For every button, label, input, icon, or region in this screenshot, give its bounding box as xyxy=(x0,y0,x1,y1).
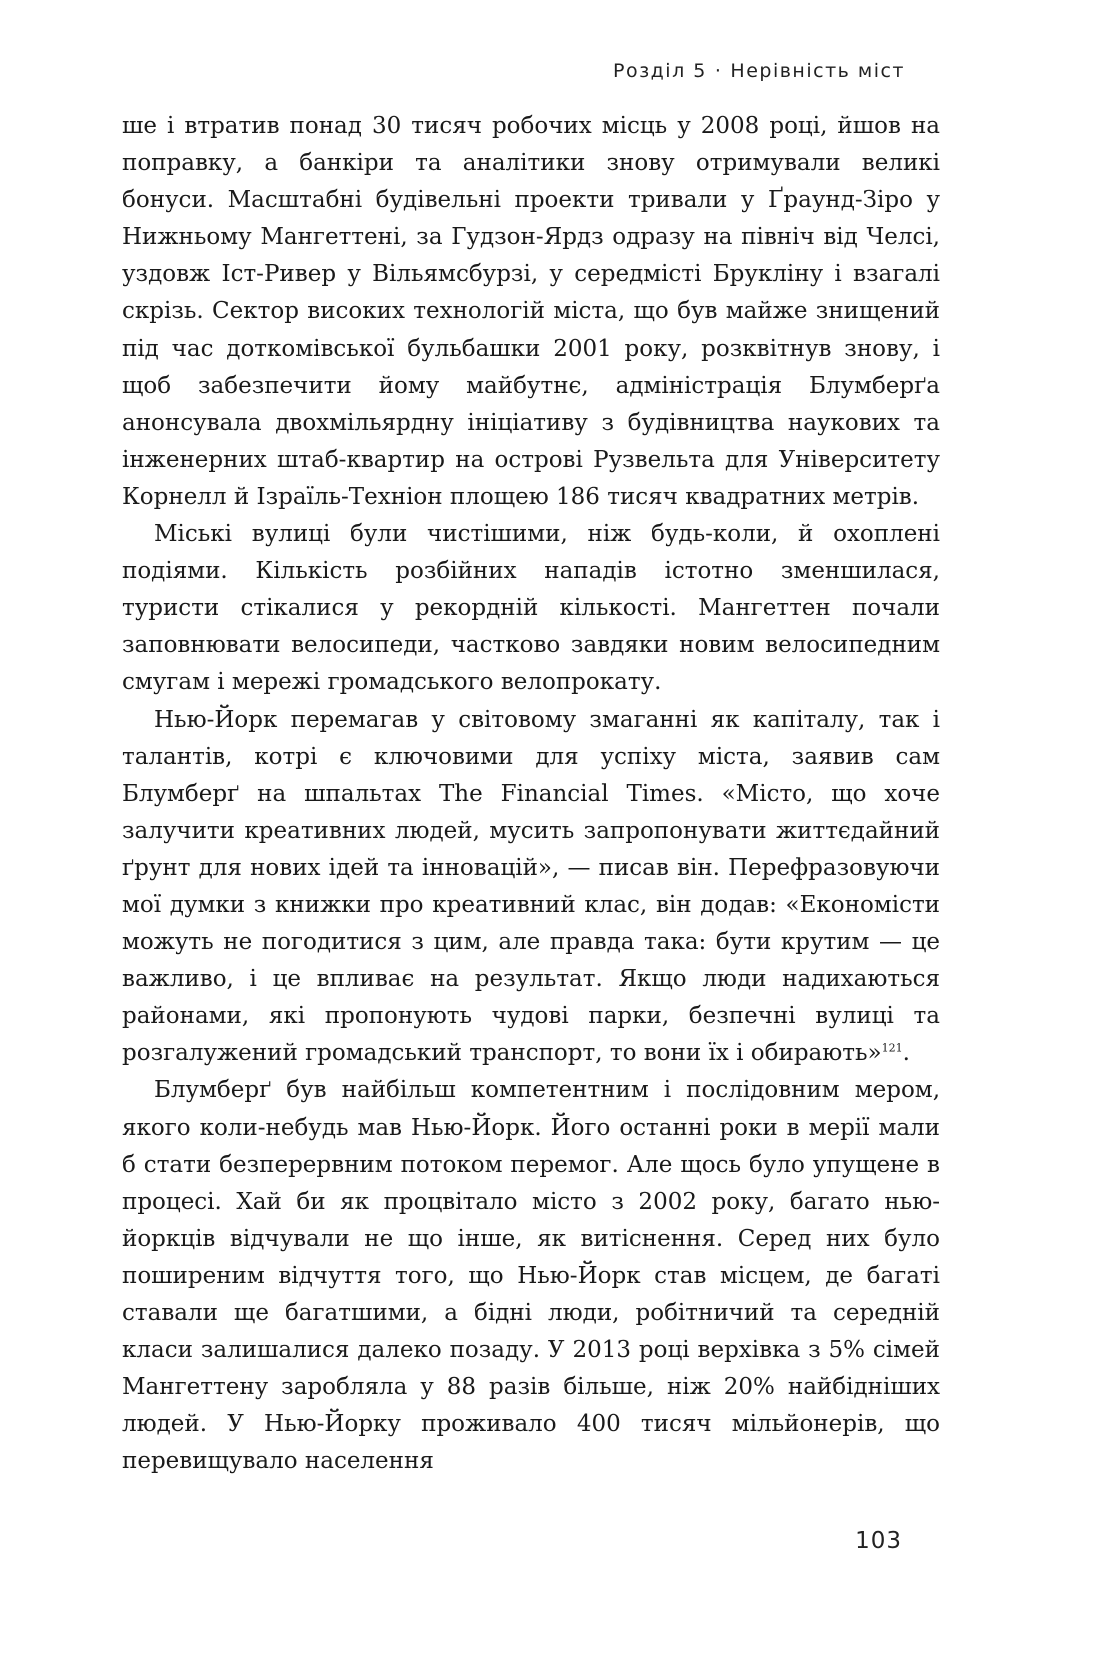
chapter-title: Нерівність міст xyxy=(730,60,905,82)
paragraph-quote-text: Нью-Йорк перемагав у світовому змаганні як капіталу, так і талантів, котрі є ключовими для успіху міста, заявив сам Блумберґ на шпальтах The Financial Times. «Місто, що хоче залучити креативних людей, мусить запропонувати життєдайний ґрунт для нових ідей та інновацій», — писав він. Перефразовуючи мої думки з книжки про креативний клас, він додав: «Економісти можуть не погодитися з цим, але правда така: бути крутим — це важливо, і це впливає на результат. Якщо люди надихаються районами, які пропонують чудові парки, безпечні вулиці та розгалужений громадський транспорт, то вони їх і обирають» xyxy=(122,706,940,1067)
header-separator: · xyxy=(714,60,723,82)
paragraph-continuation: ше і втратив понад 30 тисяч робочих місць у 2008 році, йшов на поправку, а банкіри та аналітики знову отримували великі бонуси. Масштабні будівельні проекти тривали у Ґраунд-Зіро у Нижньому Мангеттені, за Гудзон-Ярдз одразу на північ від Челсі, уздовж Іст-Ривер у Вільямсбурзі, у середмісті Брукліну і взагалі скрізь. Сектор високих технологій міста, що був майже знищений під час доткомівської бульбашки 2001 року, розквітнув знову, і щоб забезпечити йому майбутнє, адміністрація Блумберґа анонсувала двохмільярдну ініціативу з будівництва наукових та інженерних штаб-квартир на острові Рузвельта для Університету Корнелл й Ізраїль-Техніон площею 186 тисяч квадратних метрів. xyxy=(122,113,940,510)
paragraph-streets: Міські вулиці були чистішими, ніж будь-коли, й охоплені подіями. Кількість розбійних нападів істотно зменшилася, туристи стікалися у рекордній кількості. Мангеттен почали заповнювати велосипеди, частково завдяки новим велосипедним смугам і мережі громадського велопрокату. xyxy=(122,521,940,696)
body-text xyxy=(122,108,940,1480)
chapter-label: Розділ 5 xyxy=(612,60,707,82)
running-header xyxy=(613,60,905,82)
paragraph-inequality: Блумберґ був найбільш компетентним і послідовним мером, якого коли-небудь мав Нью-Йорк. Його останні роки в мерії мали б стати безперервним потоком перемог. Але щось було упущене в процесі. Хай би як процвітало місто з 2002 року, багато нью-йоркців відчували не що інше, як витіснення. Серед них було поширеним відчуття того, що Нью-Йорк став місцем, де багаті ставали ще багатшими, а бідні люди, робітничий та середній класи залишалися далеко позаду. У 2013 році верхівка з 5% сімей Мангеттену заробляла у 88 разів більше, ніж 20% найбідніших людей. У Нью-Йорку проживало 400 тисяч мільйонерів, що перевищувало населення xyxy=(122,1077,940,1475)
paragraph-bloomberg-quote xyxy=(122,702,940,1073)
paragraph-quote-tail: . xyxy=(902,1040,910,1067)
page-number: 103 xyxy=(855,1528,902,1554)
footnote-reference: 121 xyxy=(881,1041,903,1055)
